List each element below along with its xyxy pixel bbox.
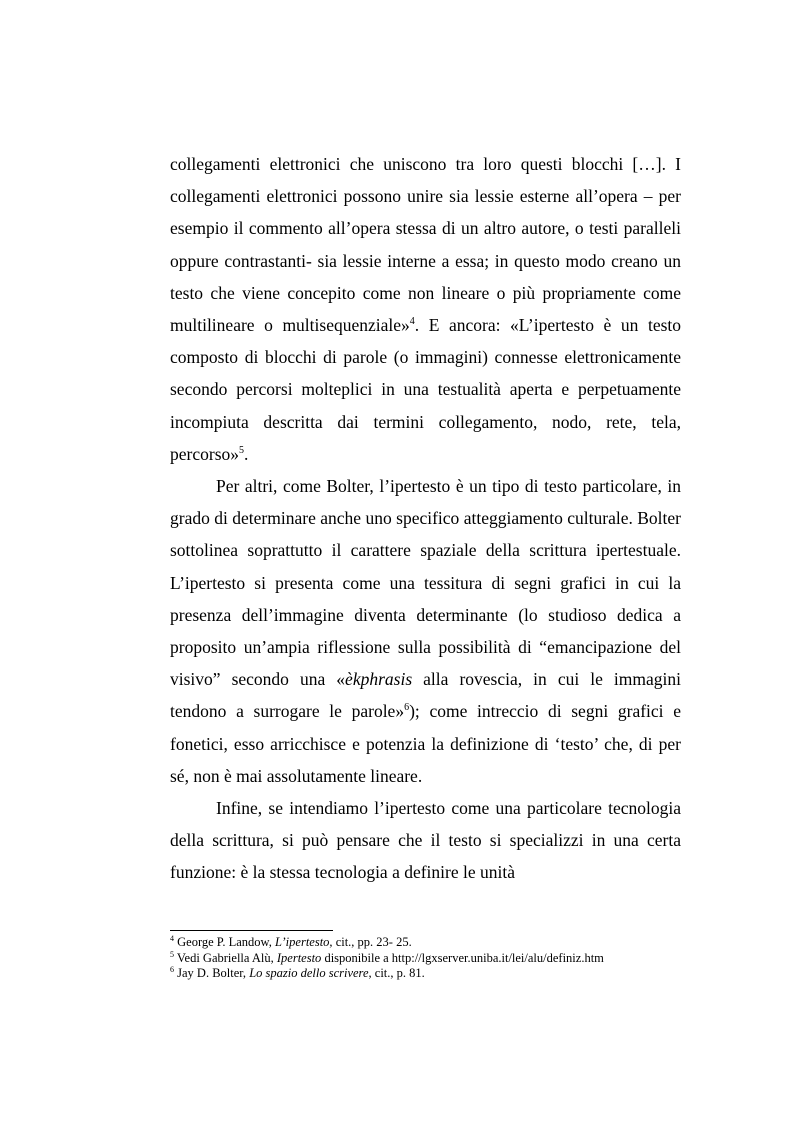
footnote-4 [170, 935, 710, 951]
italic-text: Ipertesto [276, 950, 322, 965]
footnote-ref: 6 [404, 702, 410, 714]
text-run: disponibile a http://lgxserver.uniba.it/lei/alu/definiz.htm [321, 950, 604, 965]
footnote-ref: 5 [239, 445, 245, 456]
text-run: Vedi Gabriella Alù, [174, 950, 277, 965]
footnote-separator [170, 930, 333, 931]
italic-text: Lo spazio dello scrivere [249, 966, 369, 980]
paragraph-1 [170, 148, 681, 470]
footnote-5 [170, 951, 710, 967]
text-run: ); come intreccio di segni grafici e fonetici, esso arricchisce e potenzia la definizione di ‘testo’ che, di per sé, non è mai assolutamente lineare. [170, 701, 681, 786]
text-run: collegamenti elettronici che uniscono tra loro questi blocchi […]. I collegamenti elettronici possono unire sia lessie esterne all’opera – per esempio il commento all’opera stessa di un altro autore, o testi paralleli oppure contrastanti- sia lessie interne a essa; in questo modo creano un testo che viene concepito come non lineare o più propriamente come multilineare o multisequenziale» [170, 154, 681, 336]
footnote-6 [170, 966, 710, 982]
text-run: , cit., p. 81. [368, 966, 425, 980]
footnote-ref: 5 [170, 949, 174, 959]
footnote-ref: 6 [170, 964, 174, 974]
paragraph-3 [170, 792, 681, 889]
text-run: George P. Landow, [174, 935, 276, 949]
text-run: . E ancora: «L’ipertesto è un testo composto di blocchi di parole (o immagini) connesse elettronicamente secondo percorsi molteplici in una testualità aperta e perpetuamente incompiuta descritta dai termini collegamento, nodo, rete, tela, percorso» [170, 315, 682, 464]
body-text [170, 148, 681, 889]
text-run: Infine, se intendiamo l’ipertesto come una particolare tecnologia della scrittura, si può pensare che il testo si specializzi in una certa funzione: è la stessa tecnologia a definire le unità [170, 798, 681, 883]
text-run: . [244, 443, 249, 464]
italic-text: èkphrasis [345, 669, 413, 690]
footnote-ref: 4 [170, 933, 174, 943]
text-run: cit., pp. 23- 25. [332, 935, 412, 949]
text-run: Per altri, come Bolter, l’ipertesto è un tipo di testo particolare, in grado di determinare anche uno specifico atteggiamento culturale. Bolter sottolinea soprattutto il carattere spaziale della scrittura ipertestuale. L’ipertesto si presenta come una tessitura di segni grafici in cui la presenza dell’immagine diventa determinante (lo studioso dedica a proposito un’ampia riflessione sulla possibilità di “emancipazione del visivo” secondo una « [170, 476, 681, 690]
italic-text: L’ipertesto, [275, 935, 333, 949]
text-run: Jay D. Bolter, [174, 966, 250, 980]
footnotes [170, 935, 710, 982]
paragraph-2 [170, 470, 681, 792]
text-run: alla rovescia, in cui le immagini tendono a surrogare le parole» [170, 669, 681, 722]
footnote-ref: 4 [409, 316, 415, 328]
